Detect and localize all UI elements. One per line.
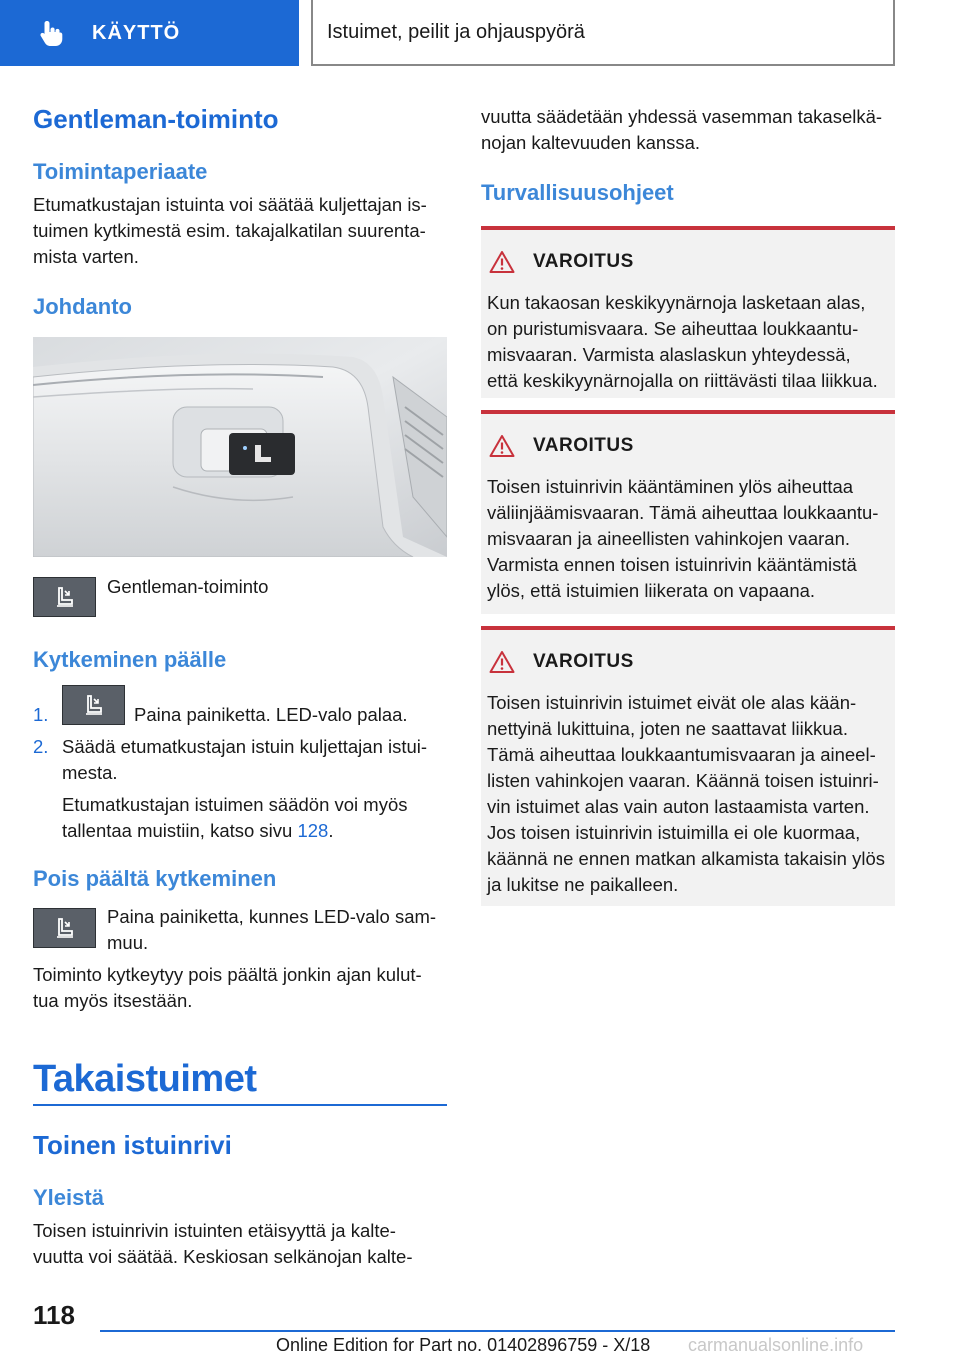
warning-title: VAROITUS xyxy=(533,435,634,456)
text-line: Toisen istuinrivin kääntäminen ylös aiheuttaa xyxy=(487,476,854,497)
text-line: ja lukitse ne paikalleen. xyxy=(487,874,679,895)
hand-pointer-icon xyxy=(36,18,66,48)
text-line: väliinjäämisvaaran. Tämä aiheuttaa loukkaantu‐ xyxy=(487,502,879,523)
text-line: tallentaa muistiin, katso sivu xyxy=(62,820,298,841)
text-line: Etumatkustajan istuinta voi säätää kuljettajan is‐ xyxy=(33,194,427,215)
text-line: Tämä aiheuttaa loukkaantumisvaaran ja aineel‐ xyxy=(487,744,876,765)
chapter-tab-label: KÄYTTÖ xyxy=(92,21,181,44)
footer-rule xyxy=(100,1330,895,1332)
text-line: nettyinä lukittuina, joten ne saattavat liikkua. xyxy=(487,718,848,739)
paragraph-pois xyxy=(107,904,447,956)
text-line: Toisen istuinrivin istuinten etäisyyttä ja kalte‐ xyxy=(33,1220,396,1241)
chapter-title-text: Istuimet, peilit ja ohjauspyörä xyxy=(327,20,585,43)
text-line: misvaaran ja aineellisten vahinkojen vaaran. xyxy=(487,528,851,549)
heading-turvallisuusohjeet: Turvallisuusohjeet xyxy=(481,180,674,205)
text-line: vuutta säädetään yhdessä vasemman takaselkä‐ xyxy=(481,106,883,127)
warning-box xyxy=(481,410,895,614)
heading-kytkeminen: Kytkeminen päälle xyxy=(33,647,227,672)
text-line: Kun takaosan keskikyynärnoja lasketaan alas, xyxy=(487,292,866,313)
warning-header xyxy=(489,250,634,274)
warning-triangle-icon xyxy=(489,250,515,274)
warning-triangle-icon xyxy=(489,434,515,458)
text-line: Toiminto kytkeytyy pois päältä jonkin ajan kulut‐ xyxy=(33,964,422,985)
warning-triangle-icon xyxy=(489,650,515,674)
warning-header xyxy=(489,650,634,674)
step-text: Paina painiketta. LED-valo palaa. xyxy=(134,704,408,725)
heading-toimintaperiaate: Toimintaperiaate xyxy=(33,159,208,184)
seat-adjust-icon xyxy=(53,585,77,609)
warning-text xyxy=(487,690,891,898)
text-line: muu. xyxy=(107,932,149,953)
text-line: Jos toisen istuinrivin istuimilla ei ole kuormaa, xyxy=(487,822,861,843)
door-panel-illustration xyxy=(33,337,447,557)
text-line: Säädä etumatkustajan istuin kuljettajan istui‐ xyxy=(62,736,428,757)
gentleman-button-icon xyxy=(33,577,96,617)
step-number: 1. xyxy=(33,704,49,725)
text-line: misvaaran. Varmista alaslaskun yhteydessä, xyxy=(487,344,851,365)
seat-adjust-icon xyxy=(53,916,77,940)
page-link[interactable]: 128 xyxy=(297,820,329,841)
warning-text xyxy=(487,290,891,394)
text-line: että keskikyynärnojalla on riittävästi tilaa liikkua. xyxy=(487,370,878,391)
paragraph-yleista xyxy=(33,1218,447,1270)
icon-caption: Gentleman-toiminto xyxy=(107,576,269,597)
heading-takaistuimet: Takaistuimet xyxy=(33,1058,257,1100)
step-number: 2. xyxy=(33,736,49,757)
heading-rule xyxy=(33,1104,447,1106)
text-line: on puristumisvaara. Se aiheuttaa loukkaantu‐ xyxy=(487,318,859,339)
warning-box xyxy=(481,626,895,906)
footer-watermark: carmanualsonline.info xyxy=(688,1335,864,1355)
text-line: vin istuimet alas vain auton lastaamista varten. xyxy=(487,796,870,817)
text-line: Toisen istuinrivin istuimet eivät ole alas kään‐ xyxy=(487,692,857,713)
gentleman-button-icon xyxy=(62,685,125,725)
text-line: vuutta voi säätää. Keskiosan selkänojan kalte‐ xyxy=(33,1246,413,1267)
paragraph-pois-auto xyxy=(33,962,447,1014)
heading-toinen-istuinrivi: Toinen istuinrivi xyxy=(33,1130,232,1160)
text-line: ylös, että istuimien liikerata on vapaana. xyxy=(487,580,816,601)
text-line: . xyxy=(328,820,334,841)
warning-header xyxy=(489,434,634,458)
text-line: mesta. xyxy=(62,762,118,783)
warning-box xyxy=(481,226,895,398)
heading-johdanto: Johdanto xyxy=(33,294,132,319)
heading-pois: Pois päältä kytkeminen xyxy=(33,866,277,891)
warning-text xyxy=(487,474,891,604)
chapter-tab[interactable] xyxy=(0,0,299,66)
text-line: Paina painiketta, kunnes LED-valo sam‐ xyxy=(107,906,437,927)
footer-edition: Online Edition for Part no. 01402896759 - X/18 xyxy=(276,1335,651,1355)
paragraph-toimintaperiaate xyxy=(33,192,447,270)
page-number: 118 xyxy=(33,1300,75,1330)
warning-title: VAROITUS xyxy=(533,251,634,272)
text-line: Varmista ennen toisen istuinrivin kääntämistä xyxy=(487,554,857,575)
text-line: käännä ne ennen matkan alkamista takaisin ylös xyxy=(487,848,885,869)
seat-adjust-icon xyxy=(82,693,106,717)
paragraph-continuation xyxy=(481,104,895,156)
gentleman-button-icon xyxy=(33,908,96,948)
heading-yleista: Yleistä xyxy=(33,1185,104,1210)
step-note xyxy=(62,792,447,844)
text-line: listen vahinkojen vaaran. Käännä toisen istuinri‐ xyxy=(487,770,879,791)
door-panel-photo xyxy=(33,337,447,557)
text-line: nojan kaltevuuden kanssa. xyxy=(481,132,701,153)
text-line: mista varten. xyxy=(33,246,139,267)
chapter-title xyxy=(311,0,895,66)
text-line: Etumatkustajan istuimen säädön voi myös xyxy=(62,794,408,815)
heading-gentleman: Gentleman-toiminto xyxy=(33,104,279,134)
warning-title: VAROITUS xyxy=(533,651,634,672)
step-text xyxy=(62,734,447,786)
text-line: tuimen kytkimestä esim. takajalkatilan suurenta‐ xyxy=(33,220,426,241)
text-line: tua myös itsestään. xyxy=(33,990,193,1011)
